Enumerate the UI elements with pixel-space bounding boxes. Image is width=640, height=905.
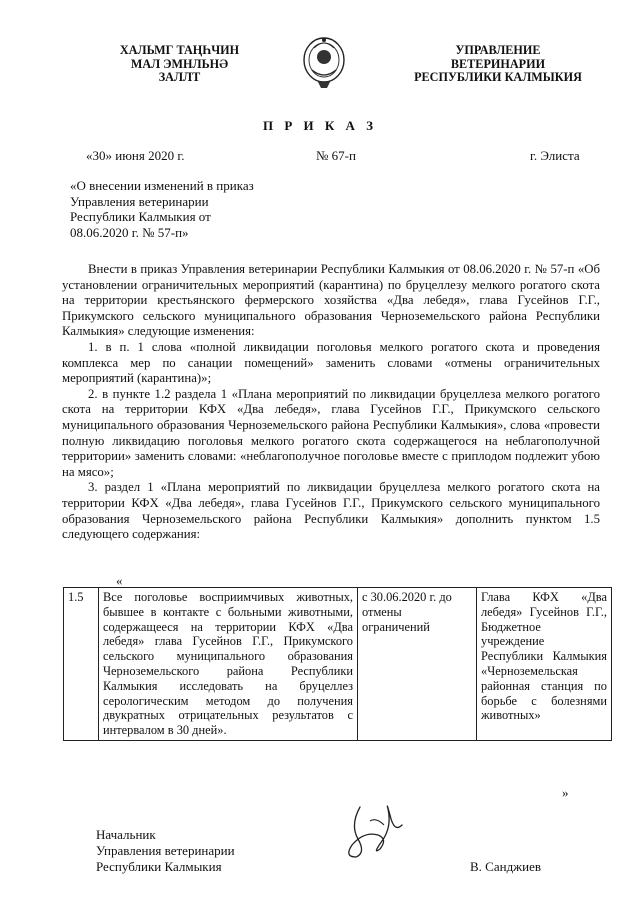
- handwritten-signature: [330, 795, 420, 865]
- header-left: [92, 44, 267, 85]
- order-subject: [70, 178, 254, 240]
- subject-line-1: «О внесении изменений в приказ: [70, 178, 254, 193]
- coat-of-arms-icon: [300, 32, 348, 92]
- body-paragraph-intro: Внести в приказ Управления ветеринарии Республики Калмыкия от 08.06.2020 г. № 57-п «Об установлении ограничительных мероприятий (карантина) по бруцеллезу мелкого рогатого скота на территории крестьянского фермерского хозяйства «Два лебедя», глава Гусейнов Г.Г., Прикумского сельского муниципального образования Черноземельского района Республики Калмыкия» следующие изменения:: [62, 262, 600, 339]
- header-left-line-1: ХАЛЬМГ ТАҢҺЧИН: [119, 43, 240, 57]
- signatory-line-2: Управления ветеринарии: [96, 843, 235, 858]
- quote-close: »: [562, 785, 569, 800]
- subject-line-3: Республики Калмыкия от: [70, 209, 211, 224]
- order-body: [62, 262, 600, 543]
- measures-table: [63, 587, 612, 741]
- header-right-line-1: УПРАВЛЕНИЕ: [455, 43, 541, 57]
- document-title: П Р И К А З: [262, 118, 378, 133]
- signatory-line-3: Республики Калмыкия: [96, 859, 222, 874]
- header-left-line-3: ЗАЛЛТ: [158, 70, 201, 84]
- signatory-position: [96, 827, 235, 875]
- body-paragraph-3: 3. раздел 1 «Плана мероприятий по ликвидации бруцеллеза мелкого рогатого скота на территории КФХ «Два лебедя», глава Гусейнов Г.Г., Прикумского сельского муниципального образования Черноземельского района Республики Калмыкия» дополнить пунктом 1.5 следующего содержания:: [62, 480, 600, 542]
- body-paragraph-2: 2. в пункте 1.2 раздела 1 «Плана мероприятий по ликвидации бруцеллеза мелкого рогатого скота на территории КФХ «Два лебедя», глава Гусейнов Г.Г., Прикумского сельского муниципального образования Черноземельского района Республики Калмыкия», слова «провести полную ликвидацию поголовья мелкого рогатого скота содержащегося на неблагополучной территории» заменить словами: «неблагополучное поголовье вместе с приплодом подлежит убою на мясо»;: [62, 386, 600, 479]
- signatory-name: В. Санджиев: [470, 859, 542, 874]
- signatory-line-1: Начальник: [96, 827, 156, 842]
- table-cell-number: 1.5: [64, 588, 99, 741]
- subject-line-2: Управления ветеринарии: [70, 193, 209, 209]
- table-cell-measure: Все поголовье восприимчивых животных, бывшее в контакте с больными животными, содержащееся на территории КФХ «Два лебедя» глава Гусейнов Г.Г., Прикумского сельского муниципального образования Черноземельского района Республики Калмыкия исследовать на бруцеллез серологическим методом до получения двукратных отрицательных результатов с интервалом в 30 дней».: [99, 588, 358, 741]
- table-cell-deadline: с 30.06.2020 г. до отмены ограничений: [358, 588, 477, 741]
- header-right: [398, 44, 598, 85]
- order-city: г. Элиста: [530, 148, 580, 163]
- table-cell-responsible: Глава КФХ «Два лебедя» Гусейнов Г.Г., Бюджетное учреждение Республики Калмыкия «Черноземельская районная станция по борьбе с болезнями животных»: [477, 588, 612, 741]
- subject-line-4: 08.06.2020 г. № 57-п»: [70, 224, 189, 240]
- order-date: «30» июня 2020 г.: [86, 148, 185, 163]
- header-right-line-2: ВЕТЕРИНАРИИ: [450, 56, 546, 71]
- table-row: [64, 588, 612, 741]
- order-number: № 67-п: [316, 148, 356, 163]
- body-paragraph-1: 1. в п. 1 слова «полной ликвидации поголовья мелкого рогатого скота и проведения комплекса мер по санации помещений» заменить словами «отмены ограничительных мероприятий (карантина)»;: [62, 339, 600, 386]
- header-right-line-3: РЕСПУБЛИКИ КАЛМЫКИЯ: [414, 70, 582, 84]
- quote-open: «: [116, 573, 123, 588]
- header-left-line-2: МАЛ ЭМНЛЬНӘ: [130, 56, 229, 71]
